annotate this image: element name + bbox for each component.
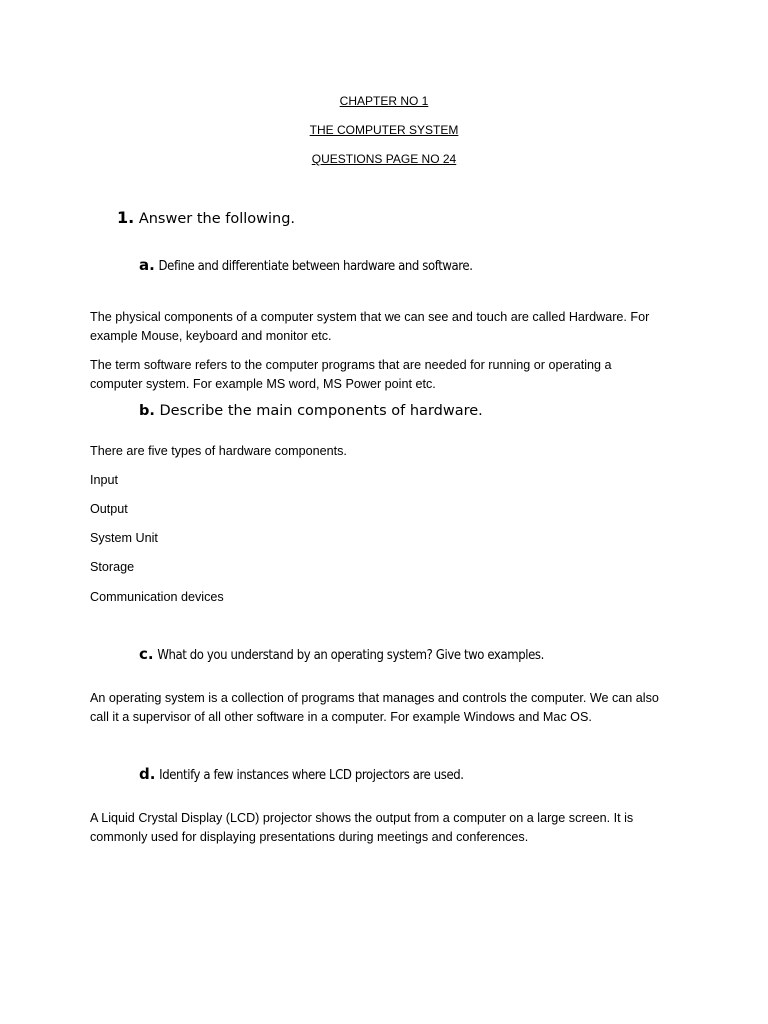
list-item: Output — [90, 502, 128, 516]
question-1-number: 1. — [117, 208, 135, 227]
part-a-question: Define and differentiate between hardware and software. — [158, 259, 473, 274]
part-c-answer-line: An operating system is a collection of programs that manages and controls the computer. We can also — [90, 691, 659, 705]
list-item: Communication devices — [90, 590, 224, 604]
part-c-question: What do you understand by an operating system? Give two examples. — [157, 648, 544, 663]
list-item: Storage — [90, 560, 135, 574]
part-b-heading — [139, 403, 483, 419]
question-1-text: Answer the following. — [138, 211, 296, 227]
chapter-title: THE COMPUTER SYSTEM — [309, 123, 459, 137]
questions-page-heading: QUESTIONS PAGE NO 24 — [311, 152, 457, 166]
part-a-answer-line: The physical components of a computer system that we can see and touch are called Hardware. For — [90, 310, 650, 324]
part-d-heading — [139, 765, 464, 783]
part-d-question: Identify a few instances where LCD projectors are used. — [159, 768, 464, 783]
part-c-answer-line: call it a supervisor of all other software in a computer. For example Windows and Mac OS. — [90, 710, 592, 724]
list-item: Input — [90, 473, 119, 487]
part-d-answer-line: A Liquid Crystal Display (LCD) projector shows the output from a computer on a large screen. It is — [90, 811, 634, 825]
part-a-letter: a. — [139, 256, 155, 274]
part-b-letter: b. — [139, 403, 155, 419]
part-a-answer-line: The term software refers to the computer programs that are needed for running or operating a — [90, 358, 612, 372]
part-b-question: Describe the main components of hardware. — [159, 403, 483, 419]
part-a-heading — [139, 256, 473, 274]
list-item: System Unit — [90, 531, 158, 545]
part-a-answer-line: example Mouse, keyboard and monitor etc. — [90, 329, 332, 343]
part-a-answer-line: computer system. For example MS word, MS Power point etc. — [90, 377, 436, 391]
chapter-heading: CHAPTER NO 1 — [339, 94, 429, 108]
part-b-intro: There are five types of hardware components. — [90, 444, 347, 458]
part-c-heading — [139, 645, 544, 663]
question-1 — [117, 208, 295, 227]
part-d-letter: d. — [139, 765, 156, 783]
part-d-answer-line: commonly used for displaying presentations during meetings and conferences. — [90, 830, 529, 844]
part-c-letter: c. — [139, 645, 154, 663]
